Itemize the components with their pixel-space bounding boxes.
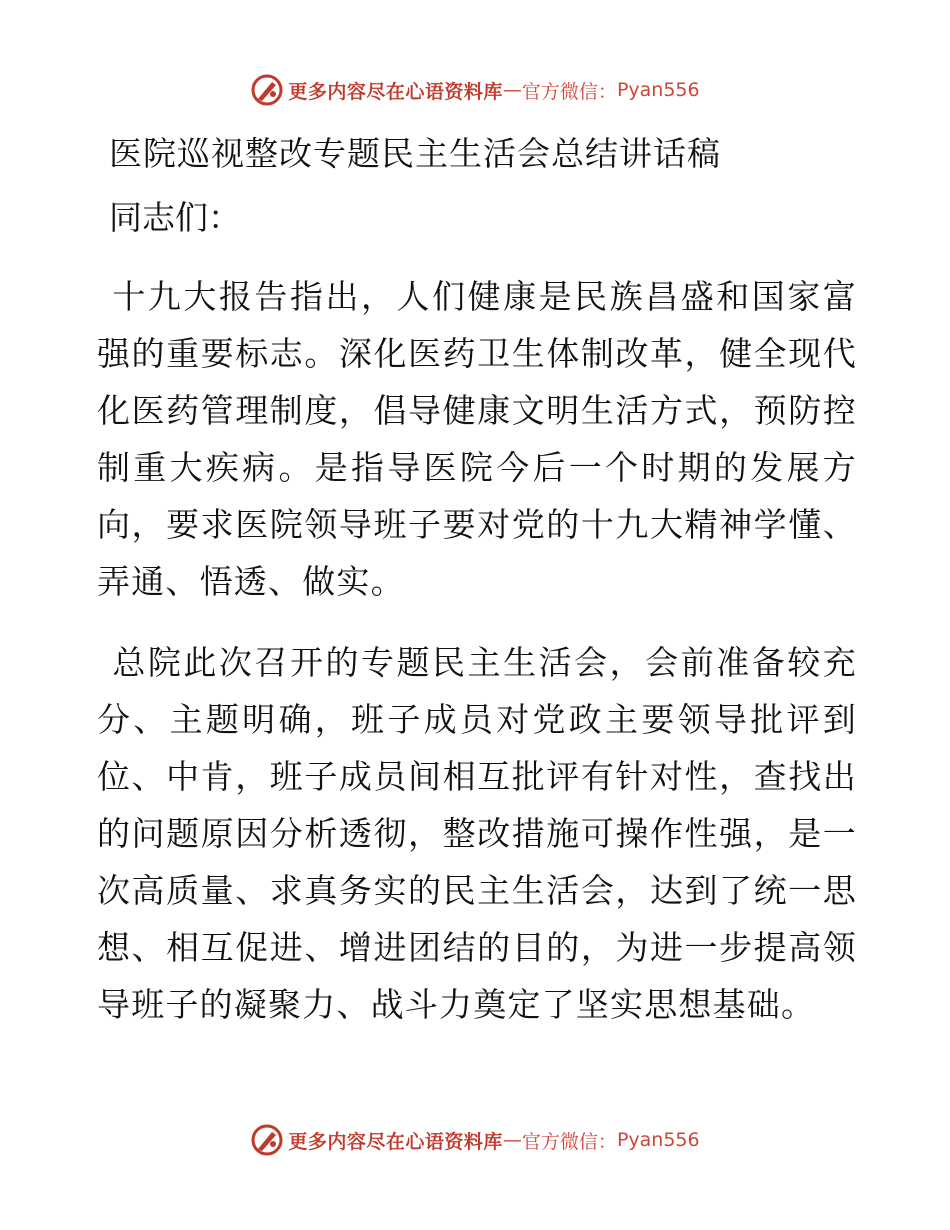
watermark-banner-top <box>0 70 950 110</box>
watermark-slogan: 更多内容尽在心语资料库 <box>288 80 503 103</box>
paragraph-1 <box>97 268 857 610</box>
watermark-dash: — <box>502 1129 522 1151</box>
watermark-wechat-label: 官方微信： <box>521 1130 617 1153</box>
document-body <box>97 118 857 1033</box>
paragraph-2 <box>97 634 857 1033</box>
salutation: 同志们： <box>109 198 241 237</box>
watermark-slogan: 更多内容尽在心语资料库 <box>288 1130 503 1153</box>
watermark-banner-bottom <box>0 1120 950 1160</box>
document-title: 医院巡视整改专题民主生活会总结讲话稿 <box>109 134 721 173</box>
paragraph-1-text: 十九大报告指出，人们健康是民族昌盛和国家富强的重要标志。深化医药卫生体制改革，健全现代化医药管理制度，倡导健康文明生活方式，预防控制重大疾病。是指导医院今后一个时期的发展方向，要求医院领导班子要对党的十九大精神学懂、弄通、悟透、做实。 <box>97 277 857 601</box>
pen-logo-icon <box>250 73 284 107</box>
watermark-dash: — <box>502 79 522 101</box>
watermark-wechat-label: 官方微信： <box>521 80 617 103</box>
watermark-wechat-id: Pyan556 <box>616 79 700 101</box>
pen-logo-icon <box>250 1123 284 1157</box>
paragraph-2-text: 总院此次召开的专题民主生活会，会前准备较充分、主题明确，班子成员对党政主要领导批评到位、中肯，班子成员间相互批评有针对性，查找出的问题原因分析透彻，整改措施可操作性强，是一次高质量、求真务实的民主生活会，达到了统一思想、相互促进、增进团结的目的，为进一步提高领导班子的凝聚力、战斗力奠定了坚实思想基础。 <box>97 643 857 1024</box>
watermark-wechat-id: Pyan556 <box>616 1129 700 1151</box>
